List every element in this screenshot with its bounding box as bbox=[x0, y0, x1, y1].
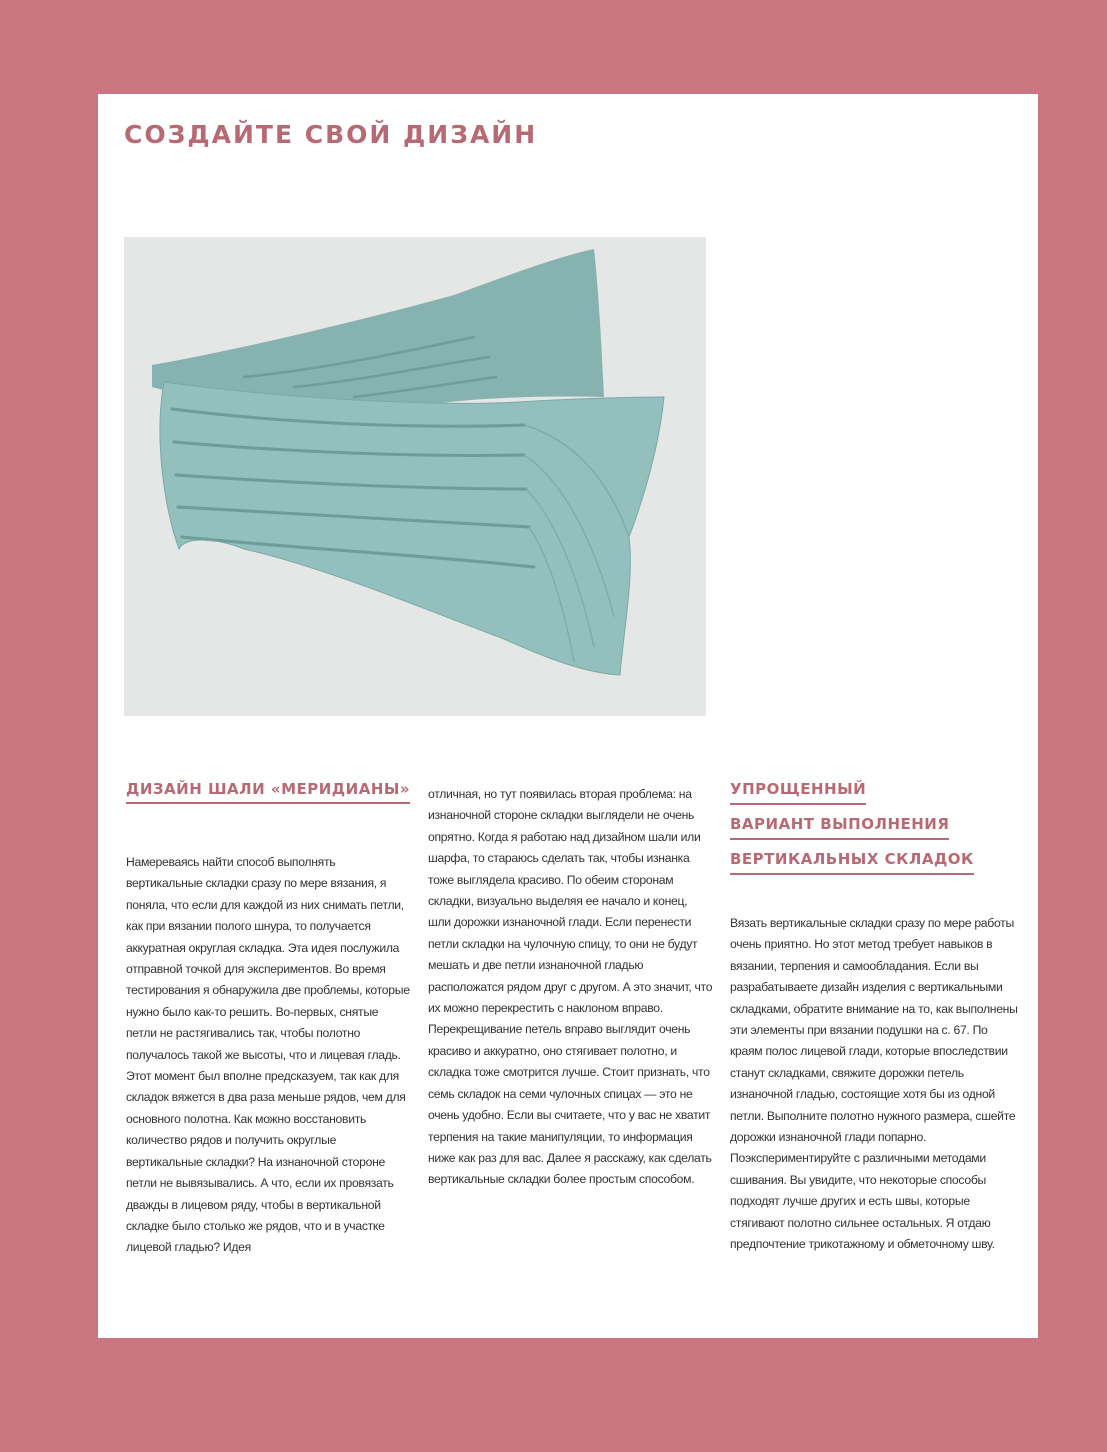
page-title: СОЗДАЙТЕ СВОЙ ДИЗАЙН bbox=[124, 120, 538, 149]
heading-line: УПРОЩЕННЫЙ bbox=[730, 780, 866, 805]
column-1 bbox=[126, 780, 411, 1259]
body-text: Вязать вертикальные складки сразу по мере работы очень приятно. Но этот метод требует навыков в вязании, терпения и самообладания. Если вы разрабатываете дизайн изделия с вертикальными складками, обратите внимание на то, как выполнены эти элементы при вязании подушки на с. 67. По краям полос лицевой глади, которые впоследствии станут складками, свяжите дорожки петель изнаночной гладью, состоящие хотя бы из одной петли. Выполните полотно нужного размера, сшейте дорожки изнаночной глади попарно. Поэкспериментируйте с различными методами сшивания. Вы увидите, что некоторые способы подходят лучше других и есть швы, которые стягивают полотно сильнее остальных. Я отдаю предпочтение трикотажному и обметочному шву. bbox=[730, 916, 1018, 1252]
column-3 bbox=[730, 780, 1018, 1256]
body-text: отличная, но тут появилась вторая проблема: на изнаночной стороне складки выглядели не очень опрятно. Когда я работаю над дизайном шали или шарфа, то стараюсь сделать так, чтобы изнанка тоже выглядела красиво. По обеим сторонам складки, визуально выделяя ее начало и конец, шли дорожки изнаночной глади. Если перенести петли складки на чулочную спицу, то они не будут мешать и две петли изнаночной гладью расположатся рядом друг с другом. А это значит, что их можно перекрестить с наклоном вправо. Перекрещивание петель вправо выглядит очень красиво и аккуратно, оно стягивает полотно, и складка тоже смотрится лучше. Стоит признать, что семь складок на семи чулочных спицах — это не очень удобно. Если вы считаете, что у вас не хватит терпения на такие манипуляции, то информация ниже как раз для вас. Далее я расскажу, как сделать вертикальные складки более простым способом. bbox=[428, 787, 713, 1187]
scarf-illustration bbox=[124, 237, 706, 716]
magazine-page bbox=[98, 94, 1038, 1338]
section-heading: ДИЗАЙН ШАЛИ «МЕРИДИАНЫ» bbox=[126, 780, 411, 804]
section-heading bbox=[730, 780, 1018, 885]
column-2 bbox=[428, 784, 713, 1191]
knitted-scarf-image bbox=[124, 237, 706, 716]
body-text: Намереваясь найти способ выполнять вертикальные складки сразу по мере вязания, я поняла, что если для каждой из них снимать петли, как при вязании полого шнура, то получается аккуратная округлая складка. Эта идея послужила отправной точкой для экспериментов. Во время тестирования я обнаружила две проблемы, которые нужно было как-то решить. Во-первых, снятые петли не растягивались так, чтобы полотно получалось такой же высоты, что и лицевая гладь. Этот момент был вполне предсказуем, так как для складок вяжется в два раза меньше рядов, чем для основного полотна. Как можно восстановить количество рядов и получить округлые вертикальные складки? На изнаночной стороне петли не вывязывались. А что, если их провязать дважды в лицевом ряду, чтобы в вертикальной складке было столько же рядов, что и в участке лицевой гладью? Идея bbox=[126, 855, 410, 1255]
heading-line: ВЕРТИКАЛЬНЫХ СКЛАДОК bbox=[730, 850, 974, 875]
heading-line: ВАРИАНТ ВЫПОЛНЕНИЯ bbox=[730, 815, 949, 840]
